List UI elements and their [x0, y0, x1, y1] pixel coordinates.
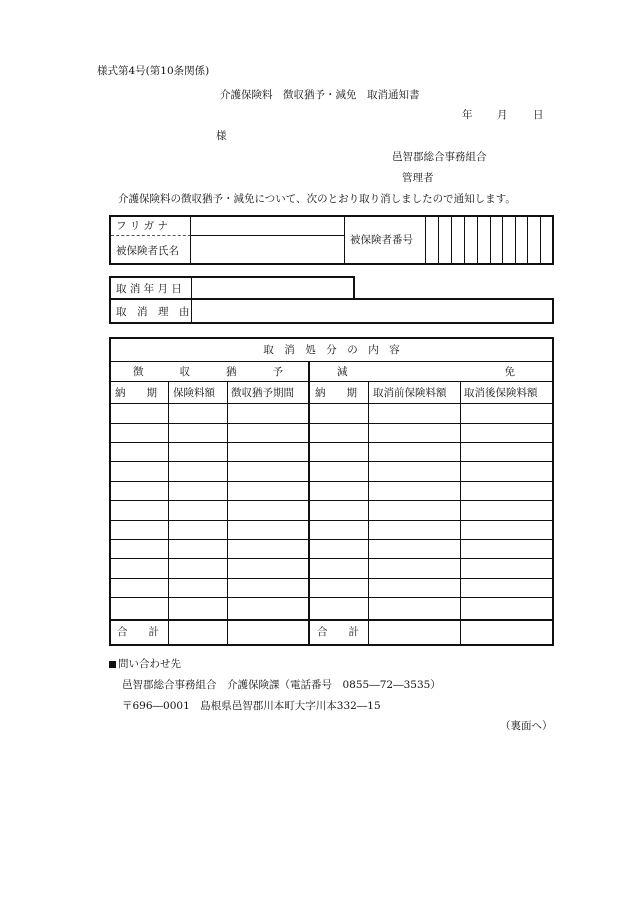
- table-title: 取 消 処 分 の 内 容: [263, 344, 400, 356]
- reduction-char-1: 減: [337, 366, 348, 378]
- deferral-group-header: [133, 367, 283, 378]
- total-label-right: 合 計: [317, 626, 359, 638]
- issuer-role: 管理者: [402, 172, 434, 184]
- total-label-left: 合 計: [117, 626, 159, 638]
- insured-name-label: 被保険者氏名: [116, 245, 179, 257]
- deferral-char-3: 猶: [226, 366, 237, 378]
- cancellation-detail-table: [109, 337, 554, 646]
- deferral-char-4: 予: [272, 366, 283, 378]
- insured-number-label: 被保険者番号: [350, 234, 413, 246]
- number-label-cell: [344, 217, 426, 263]
- furigana-label-cell: [111, 217, 191, 236]
- contact-heading: [109, 659, 181, 670]
- cancel-date-label: 取 消 年 月 日: [116, 283, 182, 295]
- addressee-suffix: 様: [216, 130, 227, 142]
- col-premium-amount: 保険料額: [173, 387, 215, 399]
- cancel-reason-field[interactable]: [192, 300, 552, 322]
- form-number: 様式第4号(第10条関係): [97, 65, 210, 77]
- cancellation-box: [109, 276, 554, 324]
- insured-number-field[interactable]: [426, 217, 552, 263]
- year-label: 年: [462, 109, 473, 121]
- insured-info-box: [109, 215, 554, 265]
- insured-name-field[interactable]: [191, 236, 344, 263]
- checkbox-icon: [109, 661, 116, 668]
- deferral-char-1: 徴: [133, 366, 144, 378]
- contact-line-1: 邑智郡総合事務組合 介護保険課（電話番号 0855―72―3535）: [122, 679, 441, 691]
- day-label: 日: [533, 109, 544, 121]
- furigana-label: フ リ ガ ナ: [116, 220, 169, 232]
- col-premium-before: 取消前保険料額: [373, 387, 447, 399]
- cancel-date-field[interactable]: [192, 278, 353, 298]
- reduction-group-header: [337, 367, 515, 378]
- intro-text: 介護保険料の徴収猶予・減免について、次のとおり取り消しましたので通知します。: [118, 193, 516, 205]
- cancel-reason-label: 取 消 理 由: [116, 306, 190, 318]
- contact-line-2: 〒696―0001 島根県邑智郡川本町大字川本332―15: [122, 700, 381, 712]
- col-due-date-1: 納 期: [115, 387, 157, 399]
- deferral-char-2: 収: [179, 366, 190, 378]
- document-title: 介護保険料 徴収猶予・減免 取消通知書: [220, 89, 420, 101]
- col-premium-after: 取消後保険料額: [464, 387, 538, 399]
- col-deferral-period: 徴収猶予期間: [231, 387, 294, 399]
- cancel-reason-row: [109, 298, 554, 324]
- month-label: 月: [497, 109, 508, 121]
- col-due-date-2: 納 期: [315, 387, 357, 399]
- issuer-org: 邑智郡総合事務組合: [392, 151, 487, 163]
- furigana-field[interactable]: [191, 217, 344, 236]
- cancel-date-row: [109, 276, 355, 300]
- reduction-char-2: 免: [504, 366, 515, 378]
- name-label-cell: [111, 236, 191, 263]
- footer-note: （裏面へ）: [500, 720, 553, 732]
- contact-heading-text: 問い合わせ先: [118, 658, 181, 670]
